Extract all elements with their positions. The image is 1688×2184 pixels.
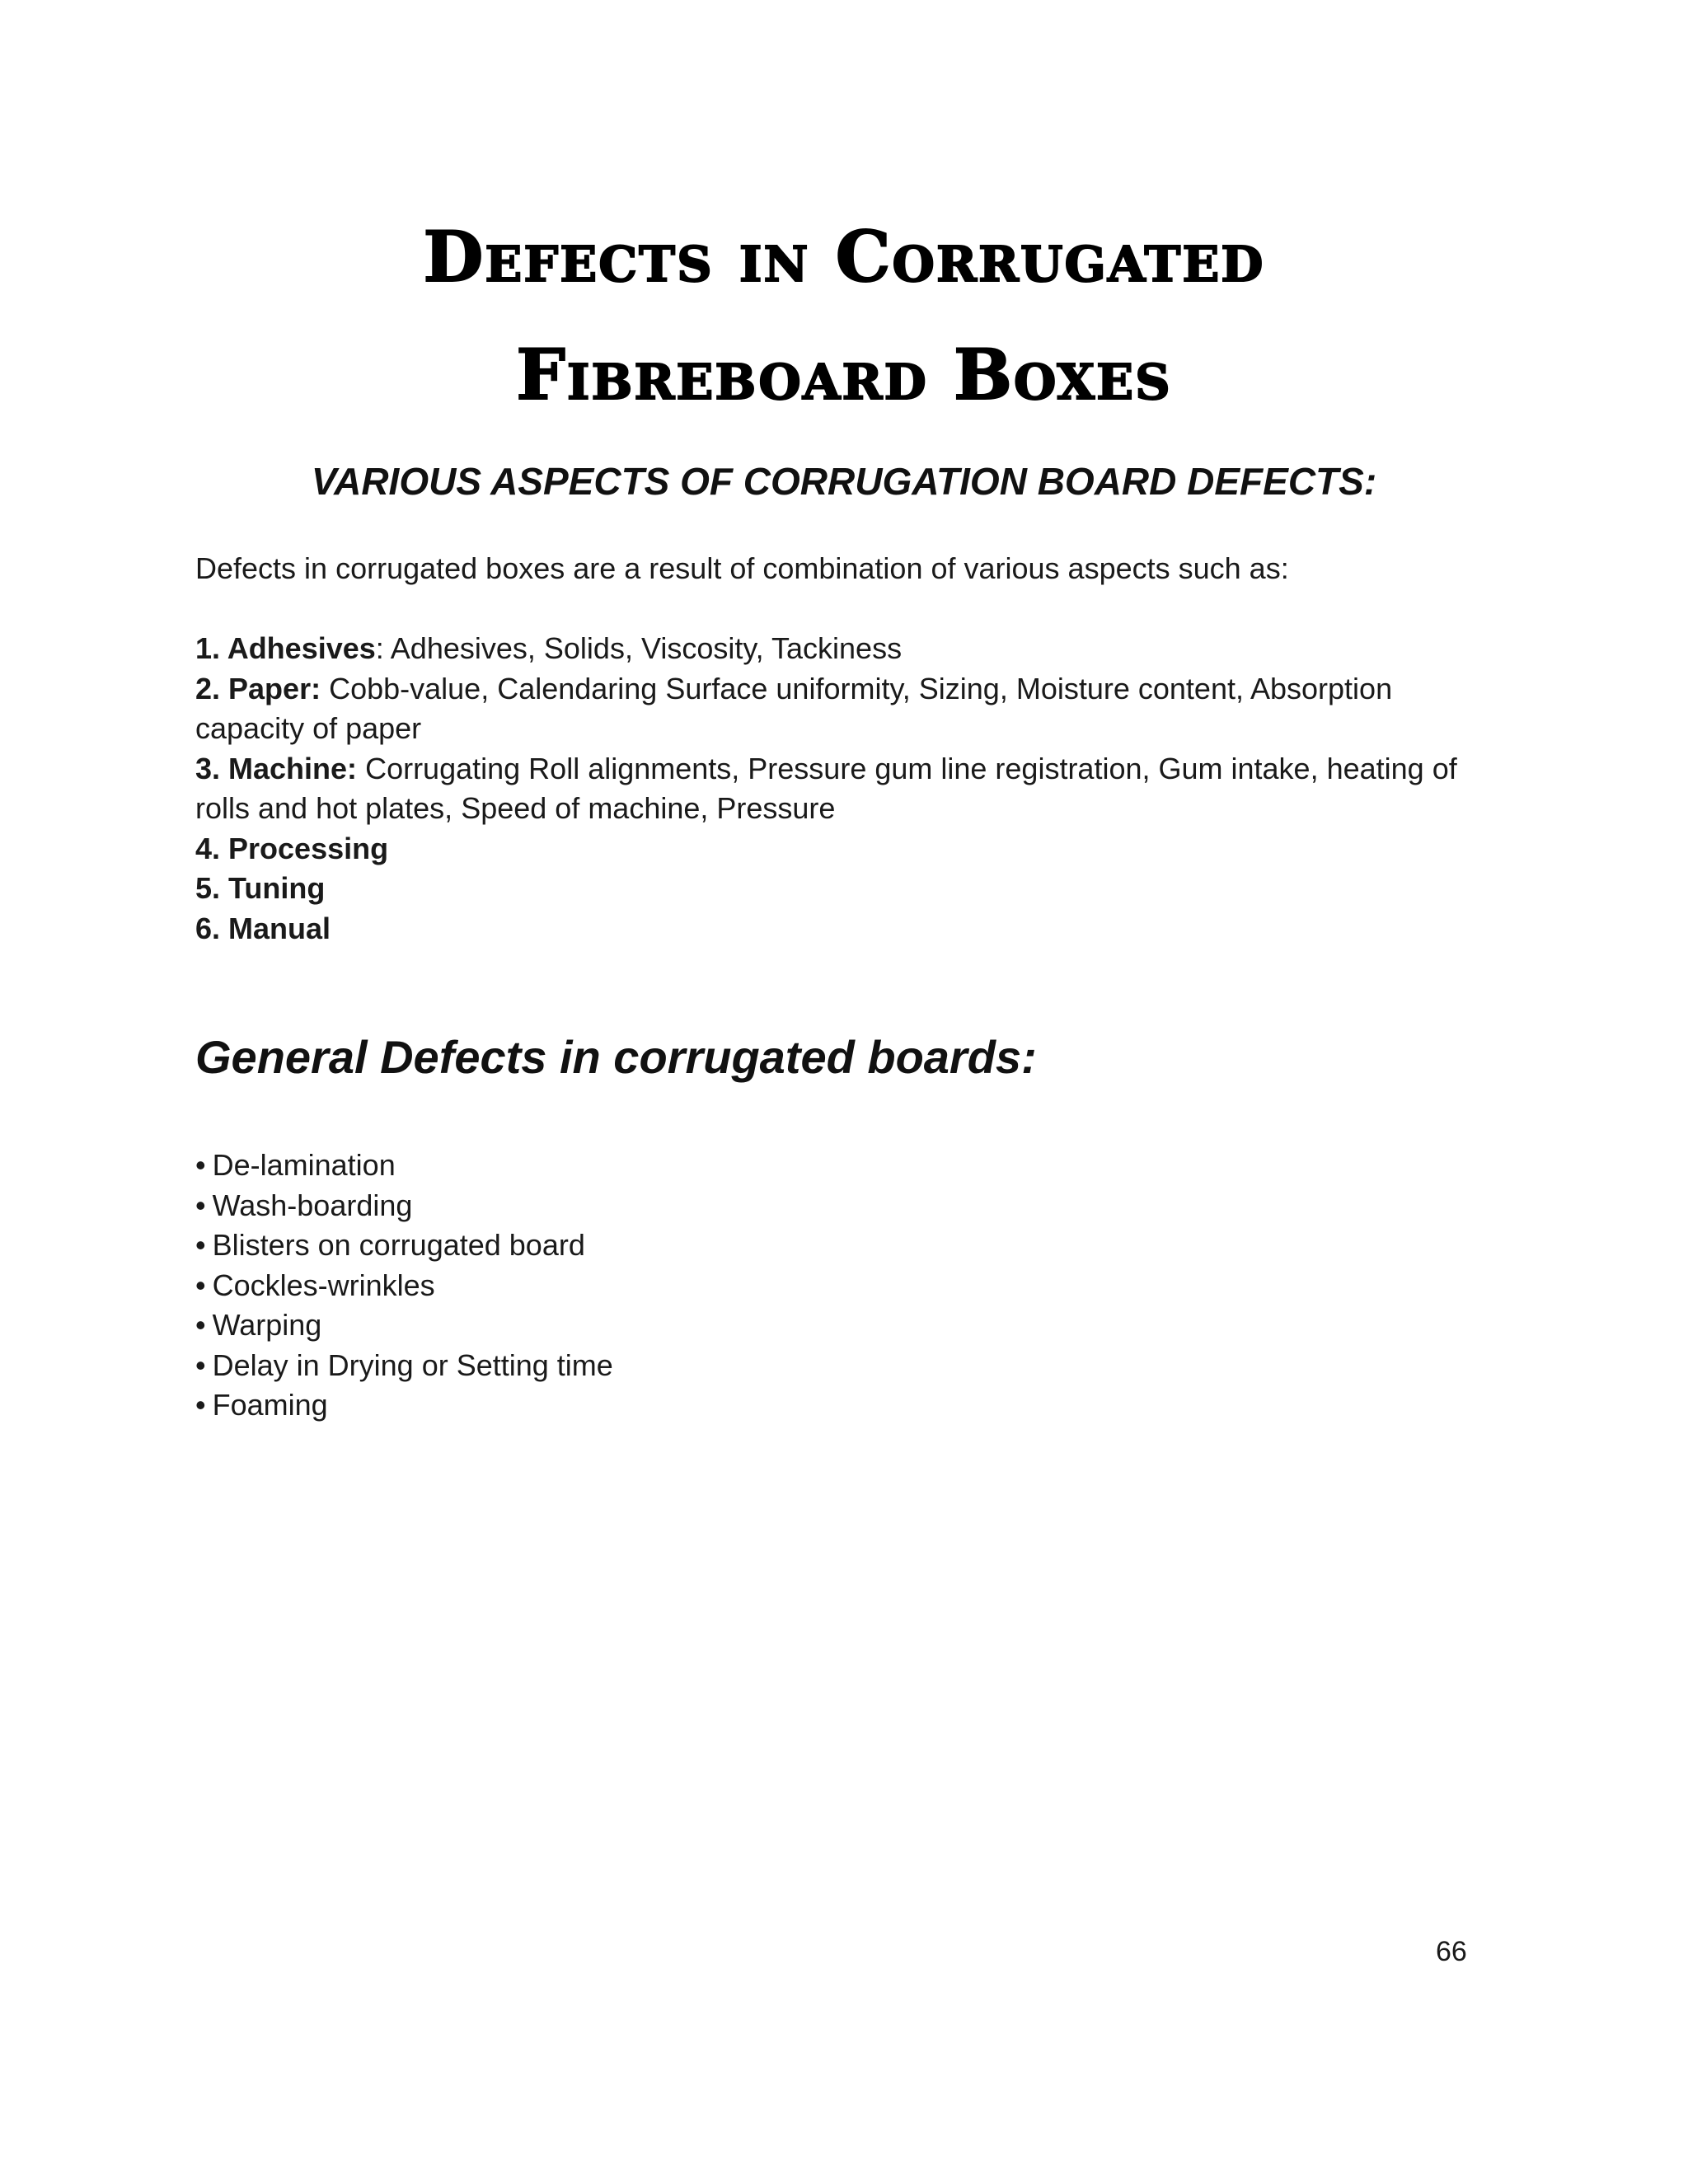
aspect-label: 6. Manual <box>195 911 331 945</box>
bullet-icon: • <box>195 1347 206 1382</box>
defect-text: De-lamination <box>212 1148 396 1182</box>
list-item <box>195 1385 613 1426</box>
aspect-text: Corrugating Roll alignments, Pressure gum line registration, Gum intake, heating of rolls and hot plates, Speed of machine, Pressure <box>195 751 1457 825</box>
page-number: 66 <box>1436 1936 1467 1967</box>
aspect-item <box>195 629 1481 669</box>
defects-list <box>195 1146 613 1426</box>
section-subtitle: VARIOUS ASPECTS OF CORRUGATION BOARD DEFECTS: <box>311 460 1377 503</box>
page-title-line-2: Fibreboard Boxes <box>516 334 1172 415</box>
list-item <box>195 1186 613 1226</box>
aspect-label: 1. Adhesives <box>195 631 376 665</box>
aspect-label: 2. Paper: <box>195 671 321 705</box>
list-item <box>195 1346 613 1386</box>
aspect-label: 4. Processing <box>195 831 389 865</box>
aspect-label: 5. Tuning <box>195 871 326 905</box>
bullet-icon: • <box>195 1148 206 1182</box>
bullet-icon: • <box>195 1388 206 1422</box>
aspect-item <box>195 909 1481 949</box>
list-item <box>195 1266 613 1306</box>
defect-text: Blisters on corrugated board <box>212 1228 585 1262</box>
aspect-text: Cobb-value, Calendaring Surface uniformity, Sizing, Moisture content, Absorption capacity of paper <box>195 671 1393 745</box>
aspect-item <box>195 869 1481 909</box>
aspect-item <box>195 669 1481 749</box>
aspect-item <box>195 749 1481 829</box>
defect-text: Wash-boarding <box>212 1188 413 1222</box>
aspect-label: 3. Machine: <box>195 751 358 785</box>
defect-text: Foaming <box>212 1388 328 1422</box>
bullet-icon: • <box>195 1268 206 1302</box>
bullet-icon: • <box>195 1228 206 1262</box>
list-item <box>195 1146 613 1186</box>
aspect-text: : Adhesives, Solids, Viscosity, Tackiness <box>375 631 903 665</box>
aspects-list <box>195 629 1481 949</box>
intro-paragraph: Defects in corrugated boxes are a result of combination of various aspects such as: <box>195 551 1289 585</box>
list-item <box>195 1226 613 1266</box>
defect-text: Cockles-wrinkles <box>212 1268 435 1302</box>
page-title-line-1: Defects in Corrugated <box>423 216 1265 298</box>
defect-text: Delay in Drying or Setting time <box>212 1347 613 1382</box>
bullet-icon: • <box>195 1308 206 1342</box>
bullet-icon: • <box>195 1188 206 1222</box>
aspect-item <box>195 829 1481 869</box>
defect-text: Warping <box>212 1308 322 1342</box>
list-item <box>195 1305 613 1346</box>
general-defects-heading: General Defects in corrugated boards: <box>195 1031 1037 1083</box>
